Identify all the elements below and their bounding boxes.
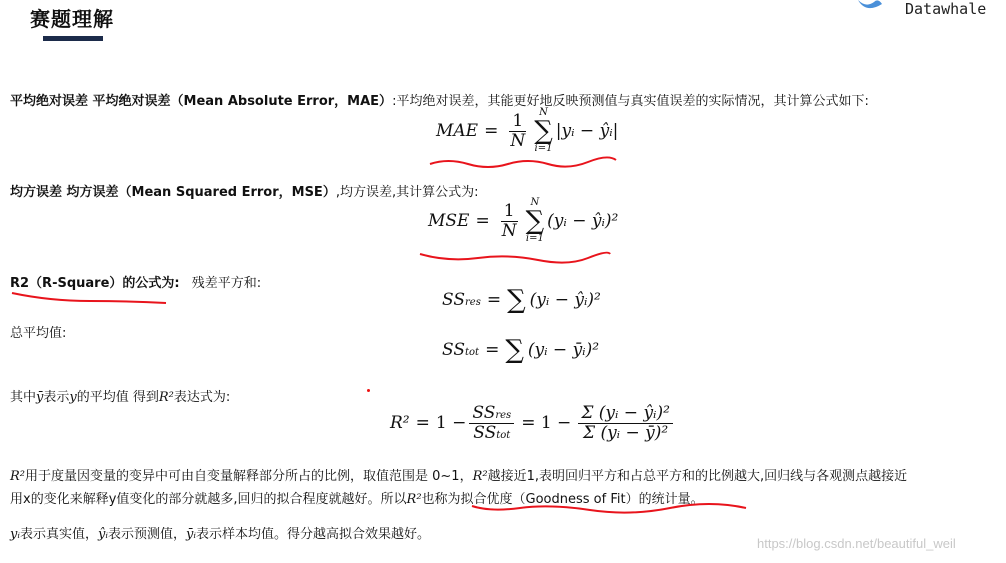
mse-lhs: MSE <box>428 211 470 231</box>
total-mean-label: 总平均值: <box>10 326 67 341</box>
page-title: 赛题理解 <box>30 7 114 31</box>
ss-tot-formula: SStot = ∑ (yᵢ − ȳᵢ)² <box>442 335 600 365</box>
explain-line-3: yᵢ表示真实值，ŷᵢ表示预测值，ȳᵢ表示样本均值。得分越高拟合效果越好。 <box>10 527 430 542</box>
mse-formula: MSE = $\frac{1}{N}$ N ∑ i=1 (yᵢ − ŷᵢ)² <box>428 197 619 244</box>
brand-name: Datawhale <box>905 0 987 18</box>
mse-sum: N ∑ i=1 <box>525 197 545 244</box>
ss-res-body: (yᵢ − ŷᵢ)² <box>529 290 601 310</box>
mae-lhs: MAE <box>436 121 479 141</box>
mse-label: 均方误差 均方误差（Mean Squared Error，MSE） <box>10 185 336 200</box>
mse-fraction: $\frac{1}{N}$ <box>501 200 517 241</box>
mae-body: |yᵢ − ŷᵢ| <box>555 121 619 141</box>
mae-formula: MAE = $\frac{1}{N}$ N ∑ i=1 |yᵢ − ŷᵢ| <box>436 107 619 154</box>
explain-line-1: R²用于度量因变量的变异中可由自变量解释部分所占的比例，取值范围是 0~1，R²越接近1,表明回归平方和占总平方和的比例越大,回归线与各观测点越接近 <box>10 469 908 484</box>
mse-paragraph <box>10 181 478 200</box>
ss-res-formula: SSres = ∑ (yᵢ − ŷᵢ)² <box>442 285 601 315</box>
goodness-red-underline <box>470 502 750 516</box>
mse-red-underline <box>418 248 613 266</box>
ss-tot-body: (yᵢ − ȳᵢ)² <box>527 340 600 360</box>
mae-paragraph <box>10 90 869 109</box>
mae-fraction: $\frac{1}{N}$ <box>510 110 526 151</box>
mse-description: ,均方误差,其计算公式为: <box>335 185 479 200</box>
mae-sum: N ∑ i=1 <box>534 107 553 154</box>
watermark-url: https://blog.csdn.net/beautiful_weil <box>757 536 956 551</box>
r2-red-underline <box>10 289 170 307</box>
datawhale-logo-icon <box>856 0 886 14</box>
mae-label: 平均绝对误差 平均绝对误差（Mean Absolute Error，MAE） <box>10 94 393 109</box>
red-mark <box>367 389 370 392</box>
r2-label: R2（R-Square）的公式为: <box>10 276 180 291</box>
r2-formula: R² = 1 − $\frac{\text{SSres}}{\text{SStot}}$ = 1 − $\frac{\text{Σ (yᵢ − ŷᵢ)²}}{\text{Σ (yᵢ − ȳ)²}}$ <box>390 404 676 442</box>
r2-ss-fraction: $\frac{\text{SSres}}{\text{SStot}}$ <box>469 404 514 442</box>
explain-line-2: 用x的变化来解释y值变化的部分就越多,回归的拟合程度就越好。所以R²也称为拟合优度（Goodness of Fit）的统计量。 <box>10 492 704 507</box>
r2-intro-paragraph: 其中ȳ表示y的平均值 得到R²表达式为: <box>10 390 231 405</box>
r2-description: 残差平方和: <box>191 276 262 291</box>
mse-body: (yᵢ − ŷᵢ)² <box>547 211 619 231</box>
mae-red-underline <box>428 156 618 170</box>
title-underline-bar <box>43 36 103 41</box>
r2-sum-fraction: $\frac{\text{Σ (yᵢ − ŷᵢ)²}}{\text{Σ (yᵢ − ȳ)²}}$ <box>578 404 673 442</box>
mae-description: :平均绝对误差，其能更好地反映预测值与真实值误差的实际情况，其计算公式如下: <box>392 94 869 109</box>
